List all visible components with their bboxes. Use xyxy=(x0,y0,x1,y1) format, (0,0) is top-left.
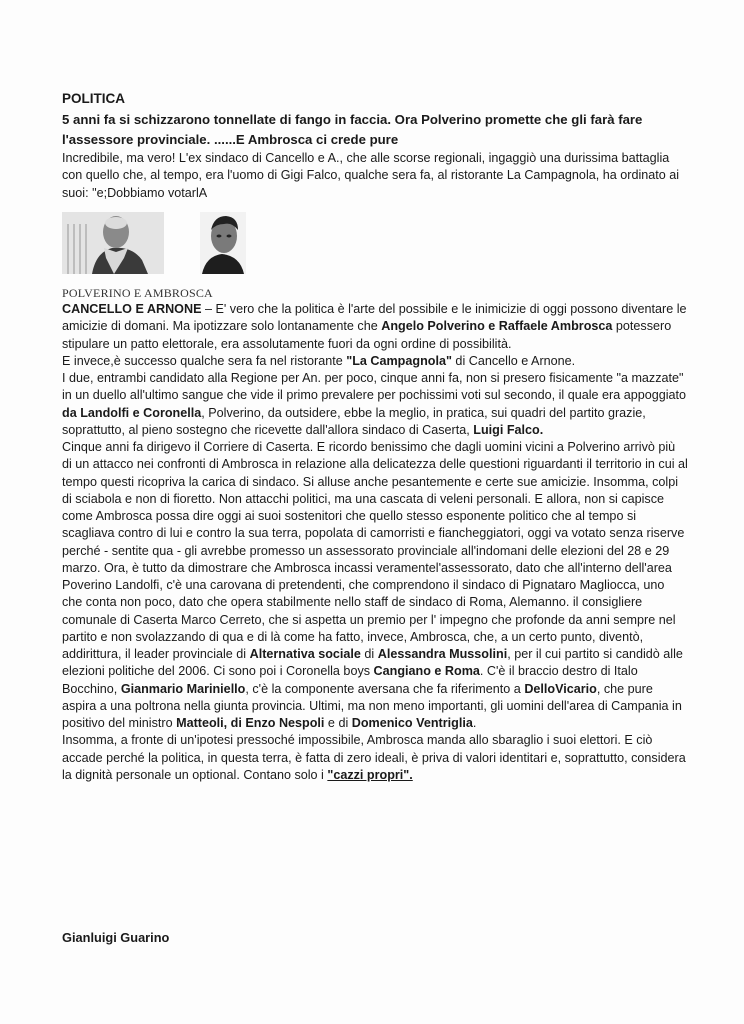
bold-names: Luigi Falco. xyxy=(473,422,544,437)
text-run: , Polverino, da outsidere, ebbe la meglio, in pratica, sui quadri del partito grazie, soprattutto, al pieno sostegno che ricevette dall'allora sindaco di Caserta, xyxy=(62,405,646,437)
bold-underlined-quote: "cazzi propri". xyxy=(327,767,413,782)
text-run: Cinque anni fa dirigevo il Corriere di Caserta. E ricordo benissimo che dagli uomini vicini a Polverino arrivò più di un attacco nei confronti di Ambrosca in relazione alla delicatezza delle questioni riguardanti il territorio in cui al tempo questi ricopriva la carica di sindaco. Si alluse anche pesantemente e certe sue amicizie. Insomma, colpi di sciabola e non di fioretto. Non attacchi politici, ma una cascata di veleni personali. E allora, non si capisce come Ambrosca possa dire oggi ai suoi sostenitori che quello stesso esponente politico che al tempo si scagliava contro di lui e contro la sua terra, popolata di camorristi e fiancheggiatori, oggi va votato senza riserve perché - sentite qua - gli avrebbe promesso un assessorato provinciale all'indomani delle elezioni del 28 e 29 marzo. Ora, è tutto da dimostrare che Ambrosca incassi veramentel'assessorato, dato che all'interno dell'area Poverino Landolfi, c'è una carovana di pretendenti, che comprendono il sindaco di Pignataro Magliocca, uno che conta non poco, dato che opera stabilmente nello staff de sindaco di Roma, Alemanno. il consigliere comunale di Caserta Marco Cerreto, che si aspetta un premio per l' impegno che profonde da anni sempre nel partito e non svolazzando di qua e di là come ha fatto, invece, Ambrosca, che, a un certo punto, diventò, addirittura, il leader provinciale di xyxy=(62,440,688,661)
bold-names: Cangiano e Roma xyxy=(373,664,480,679)
article-paragraph-3 xyxy=(62,370,688,439)
dateline: CANCELLO E ARNONE xyxy=(62,302,202,316)
text-run: – E' vero che la politica è l'arte del possibile e le inimicizie di oggi possono diventare le amicizie di domani. Ma ipotizzare solo lontanamente che xyxy=(62,302,687,334)
bold-party: Alternativa sociale xyxy=(249,647,361,661)
article-paragraph-5 xyxy=(62,732,688,784)
photo-ambrosca xyxy=(200,212,246,274)
author-signature: Gianluigi Guarino xyxy=(62,930,170,945)
text-run: potessero stipulare un patto elettorale, era assolutamente fuori da ogni ordine di possibilità. xyxy=(62,319,672,351)
text-run: di xyxy=(360,647,378,661)
article-paragraph-4 xyxy=(62,439,688,732)
text-run: di Cancello e Arnone. xyxy=(451,353,576,368)
article-body xyxy=(62,301,688,784)
text-run: I due, entrambi candidato alla Regione per An. per poco, cinque anni fa, non si presero fisicamente "a mazzate" in un duello all'ultimo sangue che vide il primo prevalere per pochissimi voti sul secondo, il quale era appoggiato xyxy=(62,371,687,403)
photo-polverino xyxy=(62,212,164,274)
text-run: . C'è il braccio destro di Italo Bocchino, xyxy=(62,664,638,696)
bold-names: Angelo Polverino e Raffaele Ambrosca xyxy=(381,319,613,334)
bold-names: DelloVicario xyxy=(524,681,597,696)
photo-caption: POLVERINO E AMBROSCA xyxy=(62,286,213,300)
bold-names: Domenico Ventriglia xyxy=(351,716,473,730)
text-run: E invece,è successo qualche sera fa nel ristorante xyxy=(62,353,347,368)
intro-text: Incredibile, ma vero! L'ex sindaco di Cancello e A., che alle scorse regionali, ingaggiò una durissima battaglia con quello che, al tempo, era l'uomo di Gigi Falco, qualche sera fa, al ristorante La Campagnola, ha ordinato ai suoi: "e;Dobbiamo votarlA xyxy=(62,151,680,200)
bold-names: Matteoli, di Enzo Nespoli xyxy=(176,716,325,730)
text-run: , c'è la componente aversana che fa riferimento a xyxy=(245,681,525,696)
text-run: , che pure aspira a una poltrona nella giunta provincia. Ultimi, ma non meno importanti, gli uomini dell'area di Campania in positivo del ministro xyxy=(62,681,682,730)
bold-restaurant: "La Campagnola" xyxy=(346,353,452,368)
text-run: , per il cui partito si candidò alle elezioni politiche del 2006. Ci sono poi i Coronella boys xyxy=(62,647,683,679)
article-paragraph-1 xyxy=(62,301,688,353)
headline: 5 anni fa si schizzarono tonnellate di fango in faccia. Ora Polverino promette che gli farà fare l'assessore provinciale. ......E Ambrosca ci crede pure xyxy=(62,112,643,147)
text-run: e di xyxy=(324,716,352,730)
bold-names: da Landolfi e Coronella xyxy=(62,405,202,420)
text-run: . xyxy=(472,716,477,730)
bold-names: Gianmario Mariniello xyxy=(120,681,246,696)
bold-names: Alessandra Mussolini xyxy=(377,647,508,661)
text-run: Insomma, a fronte di un'ipotesi pressoché impossibile, Ambrosca manda allo sbaraglio i suoi elettori. E ciò accade perché la politica, in questa terra, è fatta di zero ideali, è priva di valori identitari e, soprattutto, considera la dignità personale un optional. Contano solo i xyxy=(62,733,686,782)
section-label: POLITICA xyxy=(62,91,125,106)
article-paragraph-2 xyxy=(62,353,688,370)
photo-strip xyxy=(62,212,262,274)
